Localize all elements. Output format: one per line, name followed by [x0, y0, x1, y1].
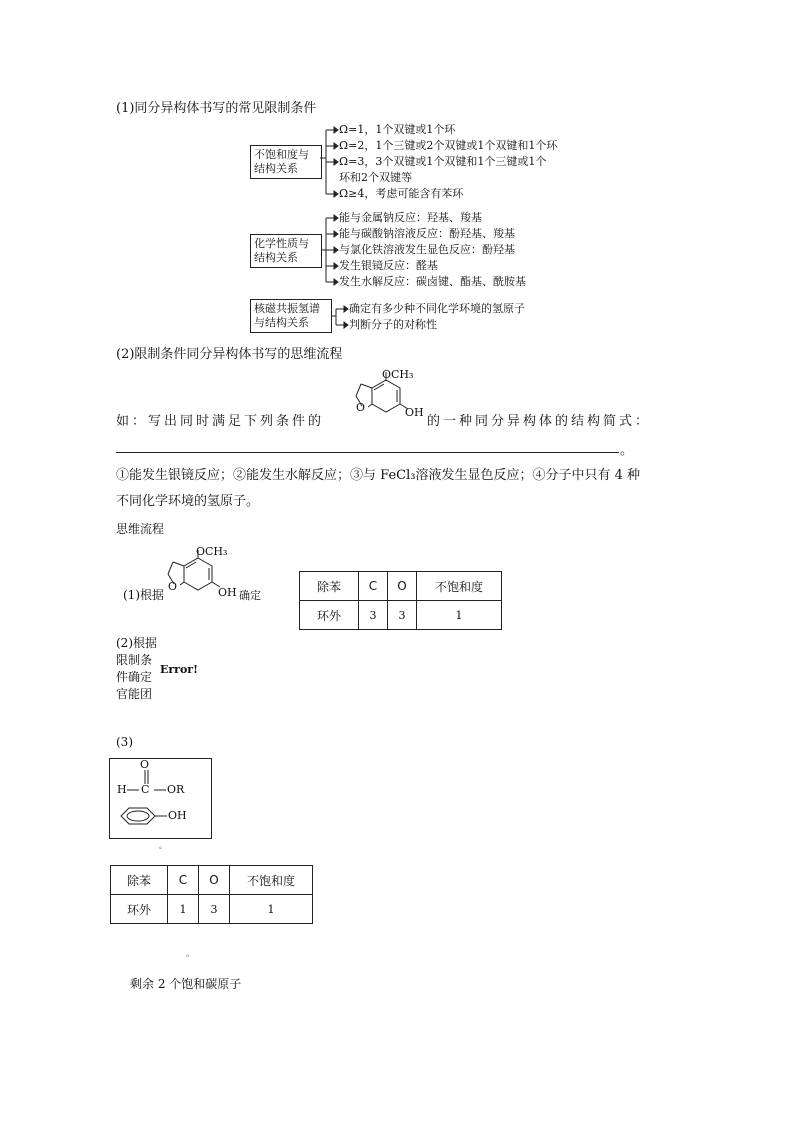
step1-suffix: 确定 [239, 589, 261, 602]
group-label-nmr: 核磁共振氢谱 与结构关系 [250, 299, 332, 333]
group2-items: 能与金属钠反应：羟基、羧基 能与碳酸钠溶液反应：酚羟基、羧基 与氯化铁溶液发生显色反应：酚羟基 发生银镜反应：醛基 发生水解反应：碳卤键、酯基、酰胺基 [339, 211, 526, 288]
ester-phenol-structure [109, 758, 211, 838]
flow-och3-label: OCH₃ [196, 545, 228, 558]
h-label: H [117, 783, 127, 796]
group3-items: 确定有多少种不同化学环境的氢原子 判断分子的对称性 [349, 302, 525, 331]
question-prefix: 如：写出同时满足下列条件的 [116, 414, 325, 429]
blank-end: 。 [620, 443, 634, 458]
flow-oh-label: OH [218, 586, 237, 599]
ring-o-label: O [356, 401, 366, 414]
oh-label: OH [405, 406, 424, 419]
question-suffix: 的一种同分异构体的结构简式： [427, 414, 652, 429]
conditions-line2: 不同化学环境的氢原子。 [116, 494, 260, 509]
flow-title: 思维流程 [116, 522, 165, 536]
carbonyl-o-label: O [140, 758, 150, 771]
step3-label: (3) [116, 735, 133, 749]
section1-heading: (1)同分异构体书写的常见限制条件 [116, 101, 317, 116]
error-text: Error! [160, 663, 198, 676]
c-label: C [141, 783, 150, 796]
table-2: 除苯 C O 不饱和度 环外 1 3 1 [110, 865, 313, 924]
group-label-chemical: 化学性质与 结构关系 [250, 234, 322, 268]
or-label: OR [167, 783, 185, 796]
group-label-unsaturation: 不饱和度与 结构关系 [250, 145, 322, 179]
dot-1: 。 [159, 841, 167, 850]
table-1: 除苯 C O 不饱和度 环外 3 3 1 [299, 571, 502, 630]
phenol-oh-label: OH [168, 809, 187, 822]
step2-label: (2)根据 限制条 件确定 官能团 [116, 636, 157, 701]
step1-prefix: (1)根据 [123, 588, 164, 602]
dot-2: 。 [186, 949, 194, 958]
section2-heading: (2)限制条件同分异构体书写的思维流程 [116, 347, 343, 362]
group1-items: Ω=1，1个双键或1个环 Ω=2，1个三键或2个双键或1个双键和1个环 Ω=3，3个双键或1个双键和1个三键或1个 环和2个双键等 Ω≥4，考虑可能含有苯环 [339, 123, 558, 200]
conditions-line1: ①能发生银镜反应；②能发生水解反应；③与 FeCl₃溶液发生显色反应；④分子中只有 4 种 [116, 468, 640, 483]
flow-ring-o-label: O [168, 580, 178, 593]
remainder-text: 剩余 2 个饱和碳原子 [130, 977, 242, 991]
answer-blank[interactable] [116, 452, 619, 453]
och3-label: OCH₃ [382, 368, 414, 381]
